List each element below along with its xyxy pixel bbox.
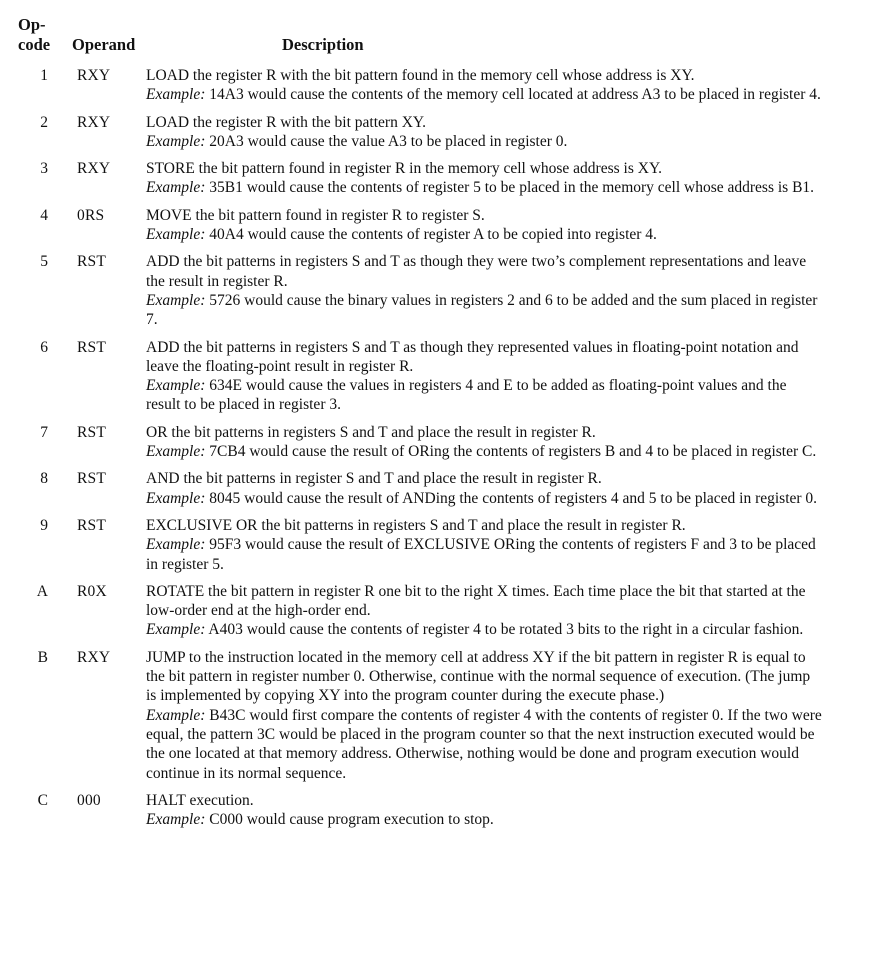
operand-cell: RST bbox=[77, 253, 107, 271]
example-label: Example: bbox=[146, 377, 206, 395]
example-body: A403 would cause the contents of register 4 to be rotated 3 bits to the right in a circular fashion. bbox=[208, 621, 804, 639]
example-label: Example: bbox=[146, 536, 206, 554]
example-body: 35B1 would cause the contents of register 5 to be placed in the memory cell whose address is B1. bbox=[209, 179, 815, 197]
operand-cell: RST bbox=[77, 423, 107, 441]
header-opcode-line2: code bbox=[18, 35, 51, 54]
table-row bbox=[0, 423, 875, 462]
header-opcode bbox=[18, 15, 68, 55]
example-body: 634E would cause the values in registers 4 and E to be added as floating-point values and the result to be placed in register 3. bbox=[146, 377, 787, 414]
example-text bbox=[146, 85, 822, 104]
table-row bbox=[0, 252, 875, 329]
example-text bbox=[146, 376, 822, 415]
description-text: JUMP to the instruction located in the memory cell at address XY if the bit pattern in register R is equal to the bit pattern in register number 0. Otherwise, continue with the normal sequence of execution. (The jump is implemented by copying XY into the program counter during the execute phase.) bbox=[146, 648, 811, 705]
example-label: Example: bbox=[146, 226, 206, 244]
description-text: HALT execution. bbox=[146, 791, 254, 809]
example-text bbox=[146, 225, 822, 244]
table-row bbox=[0, 66, 875, 105]
opcode-cell: 7 bbox=[40, 423, 48, 441]
example-body: 95F3 would cause the result of EXCLUSIVE ORing the contents of registers F and 3 to be placed in register 5. bbox=[146, 536, 816, 573]
table-row bbox=[0, 338, 875, 415]
example-text bbox=[146, 178, 822, 197]
operand-cell: 000 bbox=[77, 791, 101, 809]
opcode-cell: 5 bbox=[40, 253, 48, 271]
example-text bbox=[146, 810, 822, 829]
description-cell bbox=[146, 423, 822, 462]
operand-cell: RXY bbox=[77, 648, 111, 666]
opcode-cell: 9 bbox=[40, 516, 48, 534]
example-body: 8045 would cause the result of ANDing the contents of registers 4 and 5 to be placed in register 0. bbox=[209, 489, 818, 507]
example-text bbox=[146, 706, 822, 783]
example-label: Example: bbox=[146, 621, 206, 639]
table-row bbox=[0, 791, 875, 830]
description-text: STORE the bit pattern found in register R in the memory cell whose address is XY. bbox=[146, 160, 663, 178]
operand-cell: 0RS bbox=[77, 206, 105, 224]
example-label: Example: bbox=[146, 443, 206, 461]
header-operand: Operand bbox=[72, 35, 136, 54]
opcode-cell: 4 bbox=[40, 206, 48, 224]
example-text bbox=[146, 442, 822, 461]
description-text: ROTATE the bit pattern in register R one bit to the right X times. Each time place the bit that started at the low-order end at the high-order end. bbox=[146, 582, 806, 620]
example-label: Example: bbox=[146, 291, 206, 309]
opcode-cell: 2 bbox=[40, 113, 48, 131]
opcode-cell: C bbox=[37, 791, 48, 809]
operand-cell: RXY bbox=[77, 160, 111, 178]
opcode-cell: 6 bbox=[40, 338, 48, 356]
example-text bbox=[146, 535, 822, 574]
description-cell bbox=[146, 66, 822, 105]
description-text: OR the bit patterns in registers S and T and place the result in register R. bbox=[146, 423, 596, 441]
example-body: 40A4 would cause the contents of register A to be copied into register 4. bbox=[209, 226, 657, 244]
example-label: Example: bbox=[146, 179, 206, 197]
table-row bbox=[0, 582, 875, 640]
example-text bbox=[146, 620, 822, 639]
description-cell bbox=[146, 206, 822, 245]
opcode-cell: B bbox=[37, 648, 48, 666]
table-row bbox=[0, 113, 875, 152]
example-body: 14A3 would cause the contents of the memory cell located at address A3 to be placed in register 4. bbox=[209, 86, 821, 104]
description-text: ADD the bit patterns in registers S and T as though they were two’s complement representations and leave the result in register R. bbox=[146, 253, 807, 290]
header-opcode-line1: Op- bbox=[18, 15, 46, 34]
instruction-rows bbox=[0, 66, 875, 837]
description-cell bbox=[146, 113, 822, 152]
operand-cell: RST bbox=[77, 516, 107, 534]
table-header bbox=[0, 15, 875, 57]
opcode-cell: A bbox=[36, 582, 48, 600]
example-text bbox=[146, 132, 822, 151]
header-description: Description bbox=[282, 35, 364, 54]
description-text: ADD the bit patterns in registers S and T as though they represented values in floating-point notation and leave the floating-point result in register R. bbox=[146, 338, 799, 375]
example-label: Example: bbox=[146, 811, 206, 829]
example-body: 20A3 would cause the value A3 to be placed in register 0. bbox=[209, 132, 568, 150]
description-cell bbox=[146, 582, 822, 640]
example-body: B43C would first compare the contents of register 4 with the contents of register 0. If the two were equal, the pattern 3C would be placed in the program counter so that the next instruction executed would be the one located at that memory address. Otherwise, nothing would be done and program execution would continue in its normal sequence. bbox=[146, 706, 822, 782]
example-body: 5726 would cause the binary values in registers 2 and 6 to be added and the sum placed in register 7. bbox=[146, 291, 818, 329]
description-text: MOVE the bit pattern found in register R to register S. bbox=[146, 206, 485, 224]
table-row bbox=[0, 648, 875, 783]
example-body: C000 would cause program execution to stop. bbox=[209, 811, 494, 829]
example-text bbox=[146, 291, 822, 330]
operand-cell: RXY bbox=[77, 67, 111, 84]
description-text: LOAD the register R with the bit pattern found in the memory cell whose address is XY. bbox=[146, 67, 695, 84]
description-text: AND the bit patterns in register S and T and place the result in register R. bbox=[146, 470, 602, 488]
table-row bbox=[0, 469, 875, 508]
description-cell bbox=[146, 338, 822, 415]
description-cell bbox=[146, 648, 822, 783]
opcode-cell: 1 bbox=[40, 67, 48, 84]
description-cell bbox=[146, 791, 822, 830]
operand-cell: RST bbox=[77, 470, 107, 488]
table-row bbox=[0, 159, 875, 198]
operand-cell: R0X bbox=[77, 582, 107, 600]
example-body: 7CB4 would cause the result of ORing the contents of registers B and 4 to be placed in register C. bbox=[209, 443, 817, 461]
description-text: LOAD the register R with the bit pattern XY. bbox=[146, 113, 426, 131]
operand-cell: RST bbox=[77, 338, 107, 356]
example-text bbox=[146, 489, 822, 508]
opcode-cell: 8 bbox=[40, 470, 48, 488]
table-row bbox=[0, 516, 875, 574]
description-cell bbox=[146, 516, 822, 574]
example-label: Example: bbox=[146, 86, 206, 104]
description-cell bbox=[146, 469, 822, 508]
opcode-cell: 3 bbox=[40, 160, 48, 178]
operand-cell: RXY bbox=[77, 113, 111, 131]
table-row bbox=[0, 206, 875, 245]
example-label: Example: bbox=[146, 706, 206, 724]
description-text: EXCLUSIVE OR the bit patterns in registers S and T and place the result in register R. bbox=[146, 516, 686, 534]
description-cell bbox=[146, 159, 822, 198]
example-label: Example: bbox=[146, 132, 206, 150]
description-cell bbox=[146, 252, 822, 329]
example-label: Example: bbox=[146, 489, 206, 507]
